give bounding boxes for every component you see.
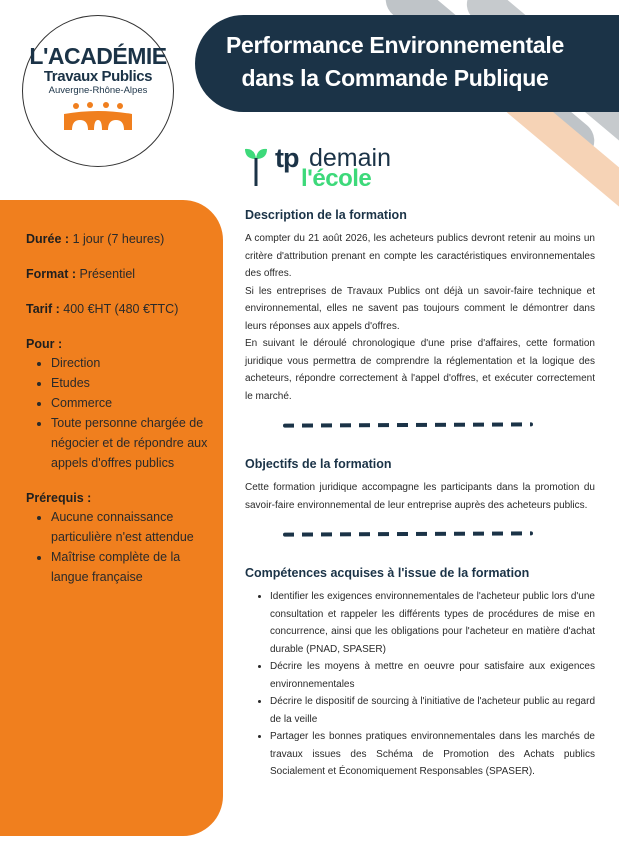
list-item: • Décrire le dispositif de sourcing à l'initiative de l'acheteur public au regard de la veille (270, 693, 595, 728)
pour (26, 337, 213, 473)
prerequis-label: Prérequis : (26, 491, 92, 505)
section-heading: Description de la formation (245, 208, 407, 222)
paragraph: En suivant le déroulé chronologique d'une prise d'affaires, cette formation juridique vous permettra de comprendre la réglementation et la logique des acheteurs, répondre correctement à l'appel d'offres, et exécuter correctement le marché. (245, 338, 595, 402)
format (26, 267, 213, 281)
dashed-divider (283, 531, 533, 536)
prerequis (26, 491, 213, 587)
tarif (26, 302, 213, 316)
logo-line-1: L'ACADÉMIE (29, 43, 167, 69)
bridge-icon (62, 102, 134, 132)
format-value: Présentiel (79, 267, 136, 281)
section-heading: Objectifs de la formation (245, 457, 392, 471)
paragraph: Cette formation juridique accompagne les participants dans la promotion du savoir-faire environnemental de leur entreprise auprès des acheteurs publics. (245, 482, 595, 511)
section-heading: Compétences acquises à l'issue de la formation (245, 566, 530, 580)
competences-section (245, 566, 595, 781)
logo-demain: demain (309, 144, 391, 172)
title-line-2: dans la Commande Publique (241, 65, 549, 91)
info-sidebar (0, 200, 223, 836)
page-title (195, 15, 619, 112)
list-item: • Direction (51, 353, 213, 373)
logo-ecole: l'école (301, 165, 372, 192)
dashed-divider (283, 422, 533, 427)
duree-label: Durée : (26, 232, 70, 246)
objectifs-section (245, 457, 595, 514)
sprout-icon (243, 145, 269, 189)
tp-demain-ecole-logo (243, 143, 418, 193)
tarif-value: 400 €HT (480 €TTC) (63, 302, 179, 316)
list-item: • Toute personne chargée de négocier et de répondre aux appels d'offres publics (51, 413, 213, 473)
tarif-label: Tarif : (26, 302, 60, 316)
format-label: Format : (26, 267, 76, 281)
main-content (245, 208, 595, 781)
duree-value: 1 jour (7 heures) (72, 232, 165, 246)
list-item: • Identifier les exigences environnementales de l'acheteur public lors d'une consultation et rappeler les différents types de procédures de mise en concurrence, ainsi que les obligations pour l'acheteur en matière d'achat durable (PNAD, SPASER) (270, 588, 595, 658)
paragraph: Si les entreprises de Travaux Publics ont déjà un savoir-faire technique et environnemental, elles ne savent pas toujours comment le démontrer dans leurs réponses aux appels d'offres. (245, 285, 595, 332)
list-item: • Aucune connaissance particulière n'est attendue (51, 507, 213, 547)
logo-tp: tp (275, 143, 299, 173)
list-item: • Maîtrise complète de la langue française (51, 547, 213, 587)
list-item: • Commerce (51, 393, 213, 413)
logo-line-2: Travaux Publics (43, 68, 153, 85)
list-item: • Etudes (51, 373, 213, 393)
paragraph: A compter du 21 août 2026, les acheteurs publics devront retenir au moins un critère d'attribution prenant en compte les caractéristiques environnementales des offres. (245, 233, 595, 279)
pour-label: Pour : (26, 337, 63, 351)
description-section (245, 208, 595, 405)
list-item: • Partager les bonnes pratiques environnementales dans les marchés de travaux issues des Schéma de Promotion des Achats publics Socialement et Économiquement Responsables (SPASER). (270, 728, 595, 781)
academie-logo (22, 15, 174, 167)
duree (26, 232, 213, 246)
list-item: • Décrire les moyens à mettre en oeuvre pour satisfaire aux exigences environnementales (270, 658, 595, 693)
logo-line-3: Auvergne-Rhône-Alpes (48, 85, 148, 96)
title-line-1: Performance Environnementale (226, 32, 564, 58)
